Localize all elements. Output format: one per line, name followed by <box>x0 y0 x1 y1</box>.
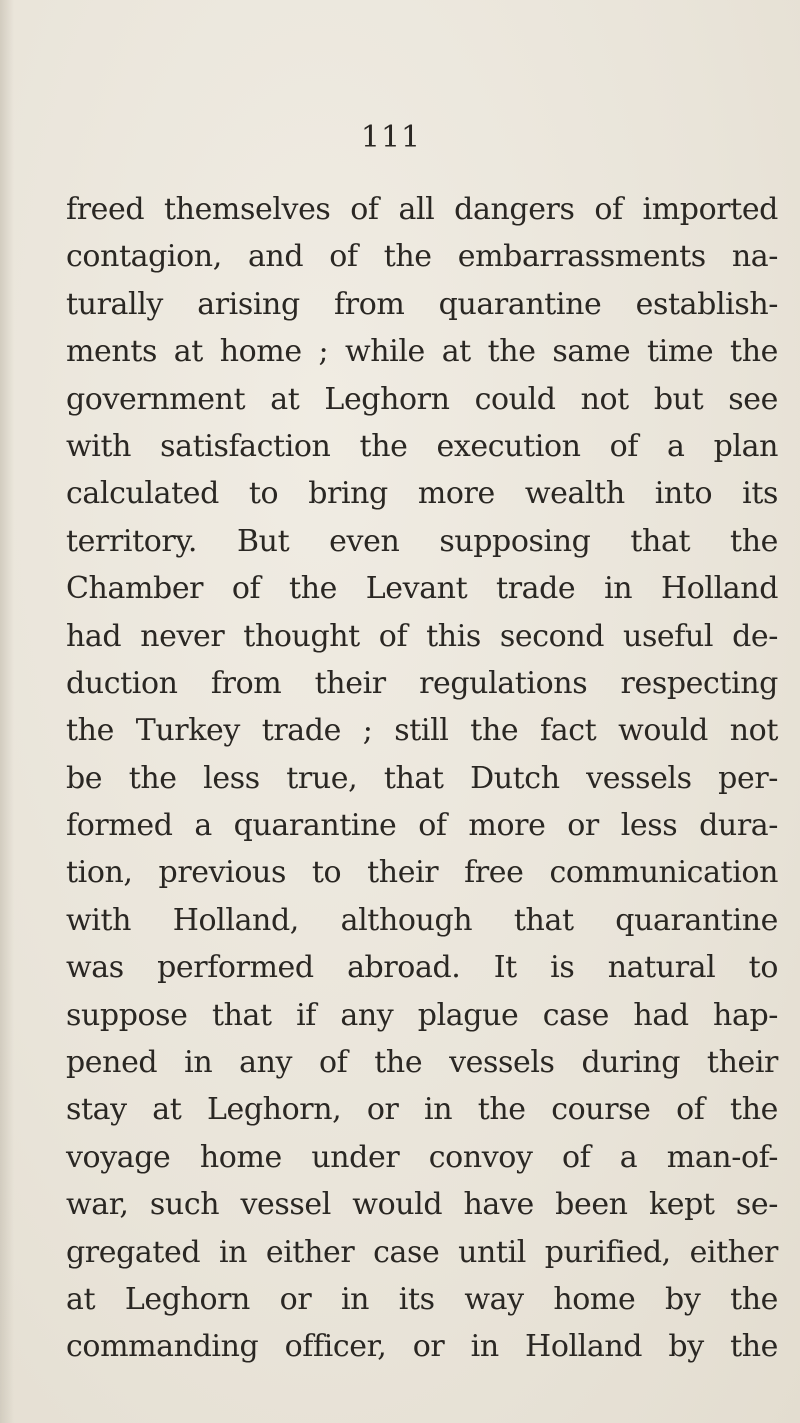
text-line: be the less true, that Dutch vessels per- <box>66 760 778 796</box>
page-number: 111 <box>360 120 422 155</box>
text-line: voyage home under convoy of a man-of- <box>66 1139 778 1175</box>
text-line: formed a quarantine of more or less dura- <box>66 808 778 844</box>
text-line: Chamber of the Levant trade in Holland <box>66 571 778 607</box>
text-line: gregated in either case until purified, either <box>66 1234 778 1270</box>
text-line: freed themselves of all dangers of imported <box>66 192 778 227</box>
text-line: at Leghorn or in its way home by the <box>66 1281 778 1317</box>
text-line: pened in any of the vessels during their <box>66 1045 778 1081</box>
text-line: had never thought of this second useful de- <box>66 618 778 654</box>
text-line: government at Leghorn could not but see <box>66 381 778 417</box>
text-line: turally arising from quarantine establish- <box>66 286 778 322</box>
text-line: tion, previous to their free communication <box>66 855 778 891</box>
text-line: with satisfaction the execution of a plan <box>66 428 778 464</box>
text-line: war, such vessel would have been kept se- <box>66 1187 778 1223</box>
text-line: stay at Leghorn, or in the course of the <box>66 1092 778 1128</box>
text-line: with Holland, although that quarantine <box>66 902 778 938</box>
text-line: was performed abroad. It is natural to <box>66 950 778 986</box>
text-line: ments at home ; while at the same time the <box>66 334 778 370</box>
text-line: contagion, and of the embarrassments na- <box>66 239 778 275</box>
text-line: calculated to bring more wealth into its <box>66 476 778 512</box>
text-line: the Turkey trade ; still the fact would not <box>66 713 778 749</box>
text-line: commanding officer, or in Holland by the <box>66 1329 778 1365</box>
page-gutter-shadow <box>0 0 14 1423</box>
text-line: duction from their regulations respecting <box>66 665 778 701</box>
body-text <box>66 186 778 1371</box>
text-line: suppose that if any plague case had hap- <box>66 997 778 1033</box>
text-line: territory. But even supposing that the <box>66 523 778 559</box>
